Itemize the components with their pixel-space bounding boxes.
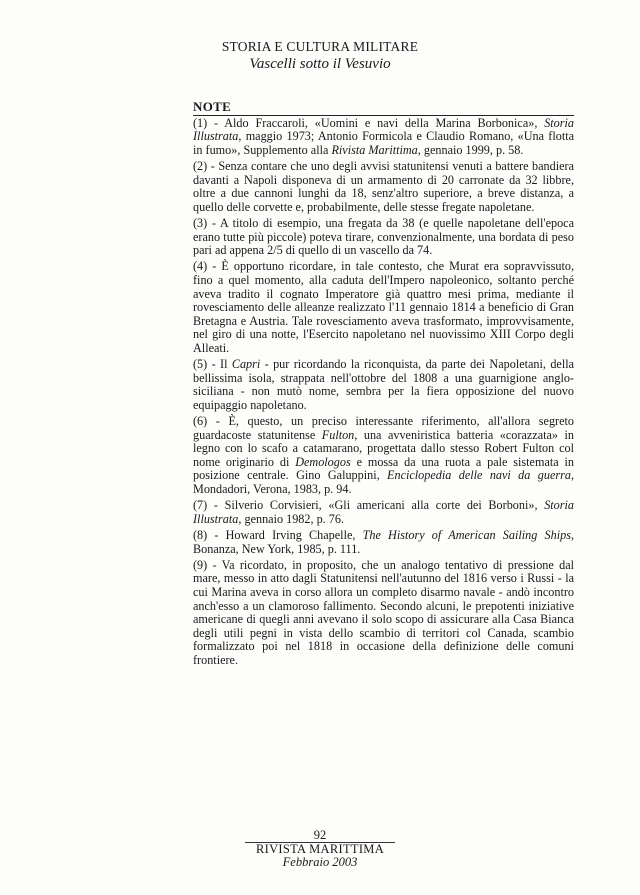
page-footer xyxy=(0,829,640,869)
note-text: , gennaio 1982, p. 76. xyxy=(238,511,344,526)
note-text: , Bonanza, New York, 1985, p. 111. xyxy=(193,527,574,556)
magazine-name: RIVISTA MARITTIMA xyxy=(255,842,385,856)
note-text: e mossa da una ruota a pale sistemata in posizione centrale. Gino Galuppini, xyxy=(193,454,574,483)
note-text: , una avveniristica batteria «corazzata» in legno con lo scafo a catamarano, progettata dallo stesso Robert Fulton col nome originario di xyxy=(193,427,574,469)
footnote-3 xyxy=(193,217,574,258)
italic-title: Storia Illustrata xyxy=(193,498,574,526)
italic-title: The History of American Sailing Ships xyxy=(362,527,571,542)
note-text: (8) - Howard Irving Chapelle, xyxy=(193,527,363,542)
italic-title: Capri xyxy=(231,357,261,372)
footnote-9 xyxy=(193,559,574,668)
note-text: (6) - È, questo, un preciso interessante riferimento, all'allora segreto guardacoste statunitense xyxy=(193,414,574,442)
section-title: STORIA E CULTURA MILITARE xyxy=(221,39,419,54)
footnote-6 xyxy=(193,415,574,497)
italic-title: Fulton xyxy=(321,427,355,442)
notes-section xyxy=(193,100,574,670)
note-text: (4) - È opportuno ricordare, in tale contesto, che Murat era sopravvissuto, fino a quel momento, alla caduta dell'Impero napoleonico, soltanto perché aveva tradito il cognato Imperatore già quattro mesi prima, mediante il rovesciamento delle alleanze realizzato l'11 gennaio 1814 a beneficio di Gran Bretagna e Austria. Tale rovesciamento aveva trasformato, improvvisamente, nel giro di una notte, l'Esercito napoletano nel nuovissimo XIII Corpo degli Alleati. xyxy=(193,259,574,355)
footnote-7 xyxy=(193,499,574,526)
note-text: , gennaio 1999, p. 58. xyxy=(417,142,524,157)
notes-heading: NOTE xyxy=(193,100,574,116)
note-text: (1) - Aldo Fraccaroli, «Uomini e navi della Marina Borbonica», xyxy=(193,115,545,130)
page-header xyxy=(0,38,640,73)
page-number: 92 xyxy=(313,828,327,842)
note-text: , maggio 1973; Antonio Formicola e Claudio Romano, «Una flotta in fumo», Supplemento alla xyxy=(193,129,574,157)
footnote-2 xyxy=(193,160,574,214)
footnote-4 xyxy=(193,260,574,355)
note-text: (9) - Va ricordato, in proposito, che un analogo tentativo di pressione dal mare, messo in atto dagli Statunitensi nell'autunno del 1816 verso i Russi - la cui Marina aveva in corso allora un completo disarmo navale - andò incontro anch'esso a un clamoroso fallimento. Secondo alcuni, le prepotenti iniziative americane di quegli anni avevano il solo scopo di assicurare alla Casa Bianca degli utili pegni in vista dello scambio di territori col Canada, scambio formalizzato poi nel 1818 in occasione della definizione delle comuni frontiere. xyxy=(193,557,574,667)
footnote-1 xyxy=(193,117,574,158)
note-text: (2) - Senza contare che uno degli avvisi statunitensi venuti a battere bandiera davanti a Napoli disponeva di un armamento di 20 carronate da 32 libbre, oltre a due cannoni lunghi da 18, senz'altro superiore, a breve distanza, a quello delle corvette e, probabilmente, delle stesse fregate napoletane. xyxy=(193,158,574,214)
article-subtitle: Vascelli sotto il Vesuvio xyxy=(249,56,391,72)
note-text: , Mondadori, Verona, 1983, p. 94. xyxy=(193,468,574,496)
italic-title: Demologos xyxy=(295,454,351,469)
note-text: (3) - A titolo di esempio, una fregata da 38 (e quelle napoletane dell'epoca erano tutte più piccole) poteva tirare, convenzionalmente, una bordata di peso pari ad appena 2/5 di quello di un vascello da 74. xyxy=(193,215,574,258)
italic-title: Enciclopedia delle navi da guerra xyxy=(387,468,571,483)
footnote-5 xyxy=(193,358,574,412)
footnote-8 xyxy=(193,529,574,556)
note-text: - pur ricordando la riconquista, da parte dei Napoletani, della bellissima isola, strappata nell'ottobre del 1808 a una guarnigione anglo-siciliana - non mutò nome, sembra per la fiera opposizione del nuovo equipaggio napoletano. xyxy=(193,357,575,412)
issue-date: Febbraio 2003 xyxy=(282,855,358,869)
note-text: (7) - Silverio Corvisieri, «Gli americani alla corte dei Borboni», xyxy=(193,498,545,513)
notes-list xyxy=(193,117,574,668)
italic-title: Storia Illustrata xyxy=(193,115,574,144)
italic-title: Rivista Marittima xyxy=(331,142,418,157)
note-text: (5) - Il xyxy=(193,357,232,372)
